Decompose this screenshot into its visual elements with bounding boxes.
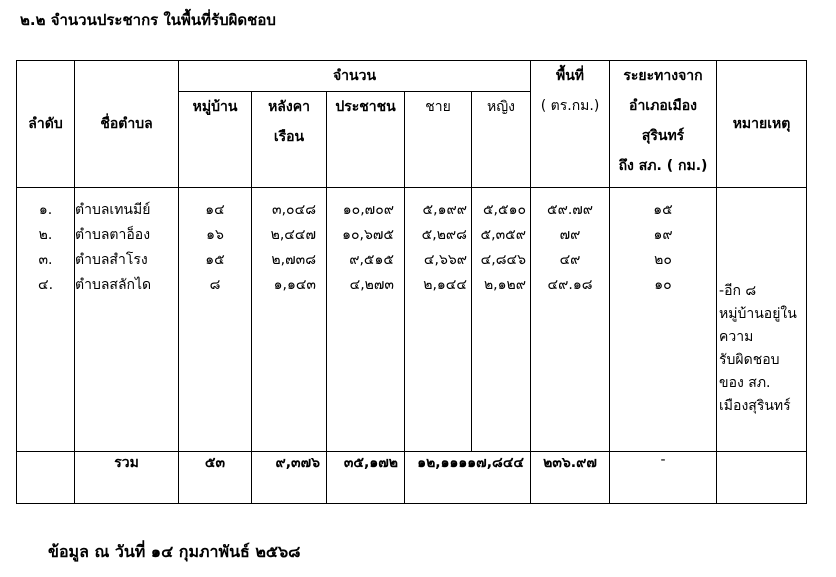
- col-male: [405, 188, 472, 452]
- col-area: [531, 188, 610, 452]
- total-population: ๓๕,๑๗๒: [327, 452, 405, 504]
- total-area: ๒๓๖.๙๗: [531, 452, 610, 504]
- header-count-group: จำนวน: [179, 61, 531, 92]
- villages-cell: ๑๖: [206, 227, 224, 243]
- order-cell: ๒.: [38, 227, 53, 243]
- header-distance-line3: สุรินทร์: [641, 128, 685, 144]
- order-cell: ๔.: [37, 277, 54, 293]
- distance-cell: ๑๕: [653, 202, 673, 218]
- header-households: [252, 92, 327, 188]
- total-households: ๙,๓๗๖: [252, 452, 327, 504]
- total-order-empty: [17, 452, 75, 504]
- data-as-of-footer: ข้อมูล ณ วันที่ ๑๔ กุมภาพันธ์ ๒๕๖๘: [48, 542, 301, 561]
- total-remarks-empty: [717, 452, 807, 504]
- total-male-female: ๑๒,๑๑๑๑๗,๘๔๔: [405, 452, 531, 504]
- name-cell: ตำบลตาอ็อง: [75, 227, 151, 243]
- col-female: [472, 188, 531, 452]
- header-distance-line1: ระยะทางจาก: [623, 68, 703, 84]
- area-cell: ๗๙: [559, 227, 581, 243]
- villages-cell: ๑๔: [205, 202, 225, 218]
- households-cell: ๒,๗๓๘: [271, 252, 316, 268]
- households-cell: ๓,๐๔๘: [272, 202, 316, 218]
- male-cell: ๔,๖๖๙: [423, 252, 467, 268]
- header-population: ประชาชน: [327, 92, 405, 188]
- header-villages: หมู่บ้าน: [179, 92, 252, 188]
- population-cell: ๑๐,๗๐๙: [342, 202, 394, 218]
- female-cell: ๔,๘๔๖: [480, 252, 527, 268]
- remarks-line: หมู่บ้านอยู่ใน: [719, 306, 797, 322]
- male-cell: ๒,๑๔๔: [423, 277, 467, 293]
- population-cell: ๔,๒๗๓: [349, 277, 394, 293]
- header-distance-line2: อำเภอเมือง: [629, 98, 697, 114]
- header-male: ชาย: [405, 92, 472, 188]
- header-area: [531, 61, 610, 188]
- total-villages: ๕๓: [179, 452, 252, 504]
- population-table: [16, 60, 807, 504]
- remarks-line: ความ: [719, 329, 754, 345]
- remarks-line: เมืองสุรินทร์: [719, 398, 791, 414]
- female-cell: ๕,๓๕๙: [480, 227, 527, 243]
- villages-cell: ๘: [209, 277, 221, 293]
- villages-cell: ๑๕: [205, 252, 225, 268]
- male-cell: ๕,๑๙๙: [422, 202, 467, 218]
- total-distance: -: [610, 452, 717, 504]
- col-population: [327, 188, 405, 452]
- area-cell: ๔๙.๑๘: [547, 277, 593, 293]
- header-distance: [610, 61, 717, 188]
- col-distance: [610, 188, 717, 452]
- col-villages: [179, 188, 252, 452]
- distance-cell: ๑๙: [653, 227, 673, 243]
- header-remarks: หมายเหตุ: [717, 61, 807, 188]
- col-households: [252, 188, 327, 452]
- female-cell: ๒,๑๒๙: [483, 277, 527, 293]
- households-cell: ๑,๑๔๓: [273, 277, 316, 293]
- female-cell: ๕,๕๑๐: [482, 202, 527, 218]
- remarks-line: ของ สภ.: [719, 375, 771, 391]
- header-area-line2: ( ตร.กม.): [540, 98, 600, 114]
- section-heading: ๒.๒ จำนวนประชากร ในพื้นที่รับผิดชอบ: [20, 11, 276, 29]
- col-order: [17, 188, 75, 452]
- area-cell: ๕๙.๗๙: [546, 202, 594, 218]
- order-cell: ๑.: [38, 202, 53, 218]
- data-rows: [17, 188, 807, 452]
- total-label: รวม: [75, 452, 179, 504]
- header-female: หญิง: [472, 92, 531, 188]
- col-remarks: [717, 188, 807, 452]
- name-cell: ตำบลเทนมีย์: [75, 202, 151, 218]
- header-distance-line4: ถึง สภ. ( กม.): [618, 158, 708, 174]
- header-subdistrict: ชื่อตำบล: [75, 61, 179, 188]
- remarks-line: -อีก ๘: [719, 283, 757, 299]
- area-cell: ๔๙: [559, 252, 581, 268]
- distance-cell: ๒๐: [654, 252, 672, 268]
- male-cell: ๕,๒๙๘: [421, 227, 467, 243]
- name-cell: ตำบลสลักได: [75, 277, 152, 293]
- households-cell: ๒,๔๔๗: [270, 227, 316, 243]
- total-row: [17, 452, 807, 504]
- header-order: ลำดับ: [17, 61, 75, 188]
- name-cell: ตำบลสำโรง: [75, 252, 148, 268]
- header-area-line1: พื้นที่: [556, 68, 585, 84]
- remarks-line: รับผิดชอบ: [719, 352, 780, 368]
- population-cell: ๑๐,๖๗๕: [342, 227, 394, 243]
- distance-cell: ๑๐: [654, 277, 672, 293]
- order-cell: ๓.: [38, 252, 53, 268]
- col-name: [75, 188, 179, 452]
- population-cell: ๙,๕๑๕: [349, 252, 394, 268]
- header-households-line2: เรือน: [273, 129, 305, 145]
- header-households-line1: หลังคา: [268, 99, 310, 115]
